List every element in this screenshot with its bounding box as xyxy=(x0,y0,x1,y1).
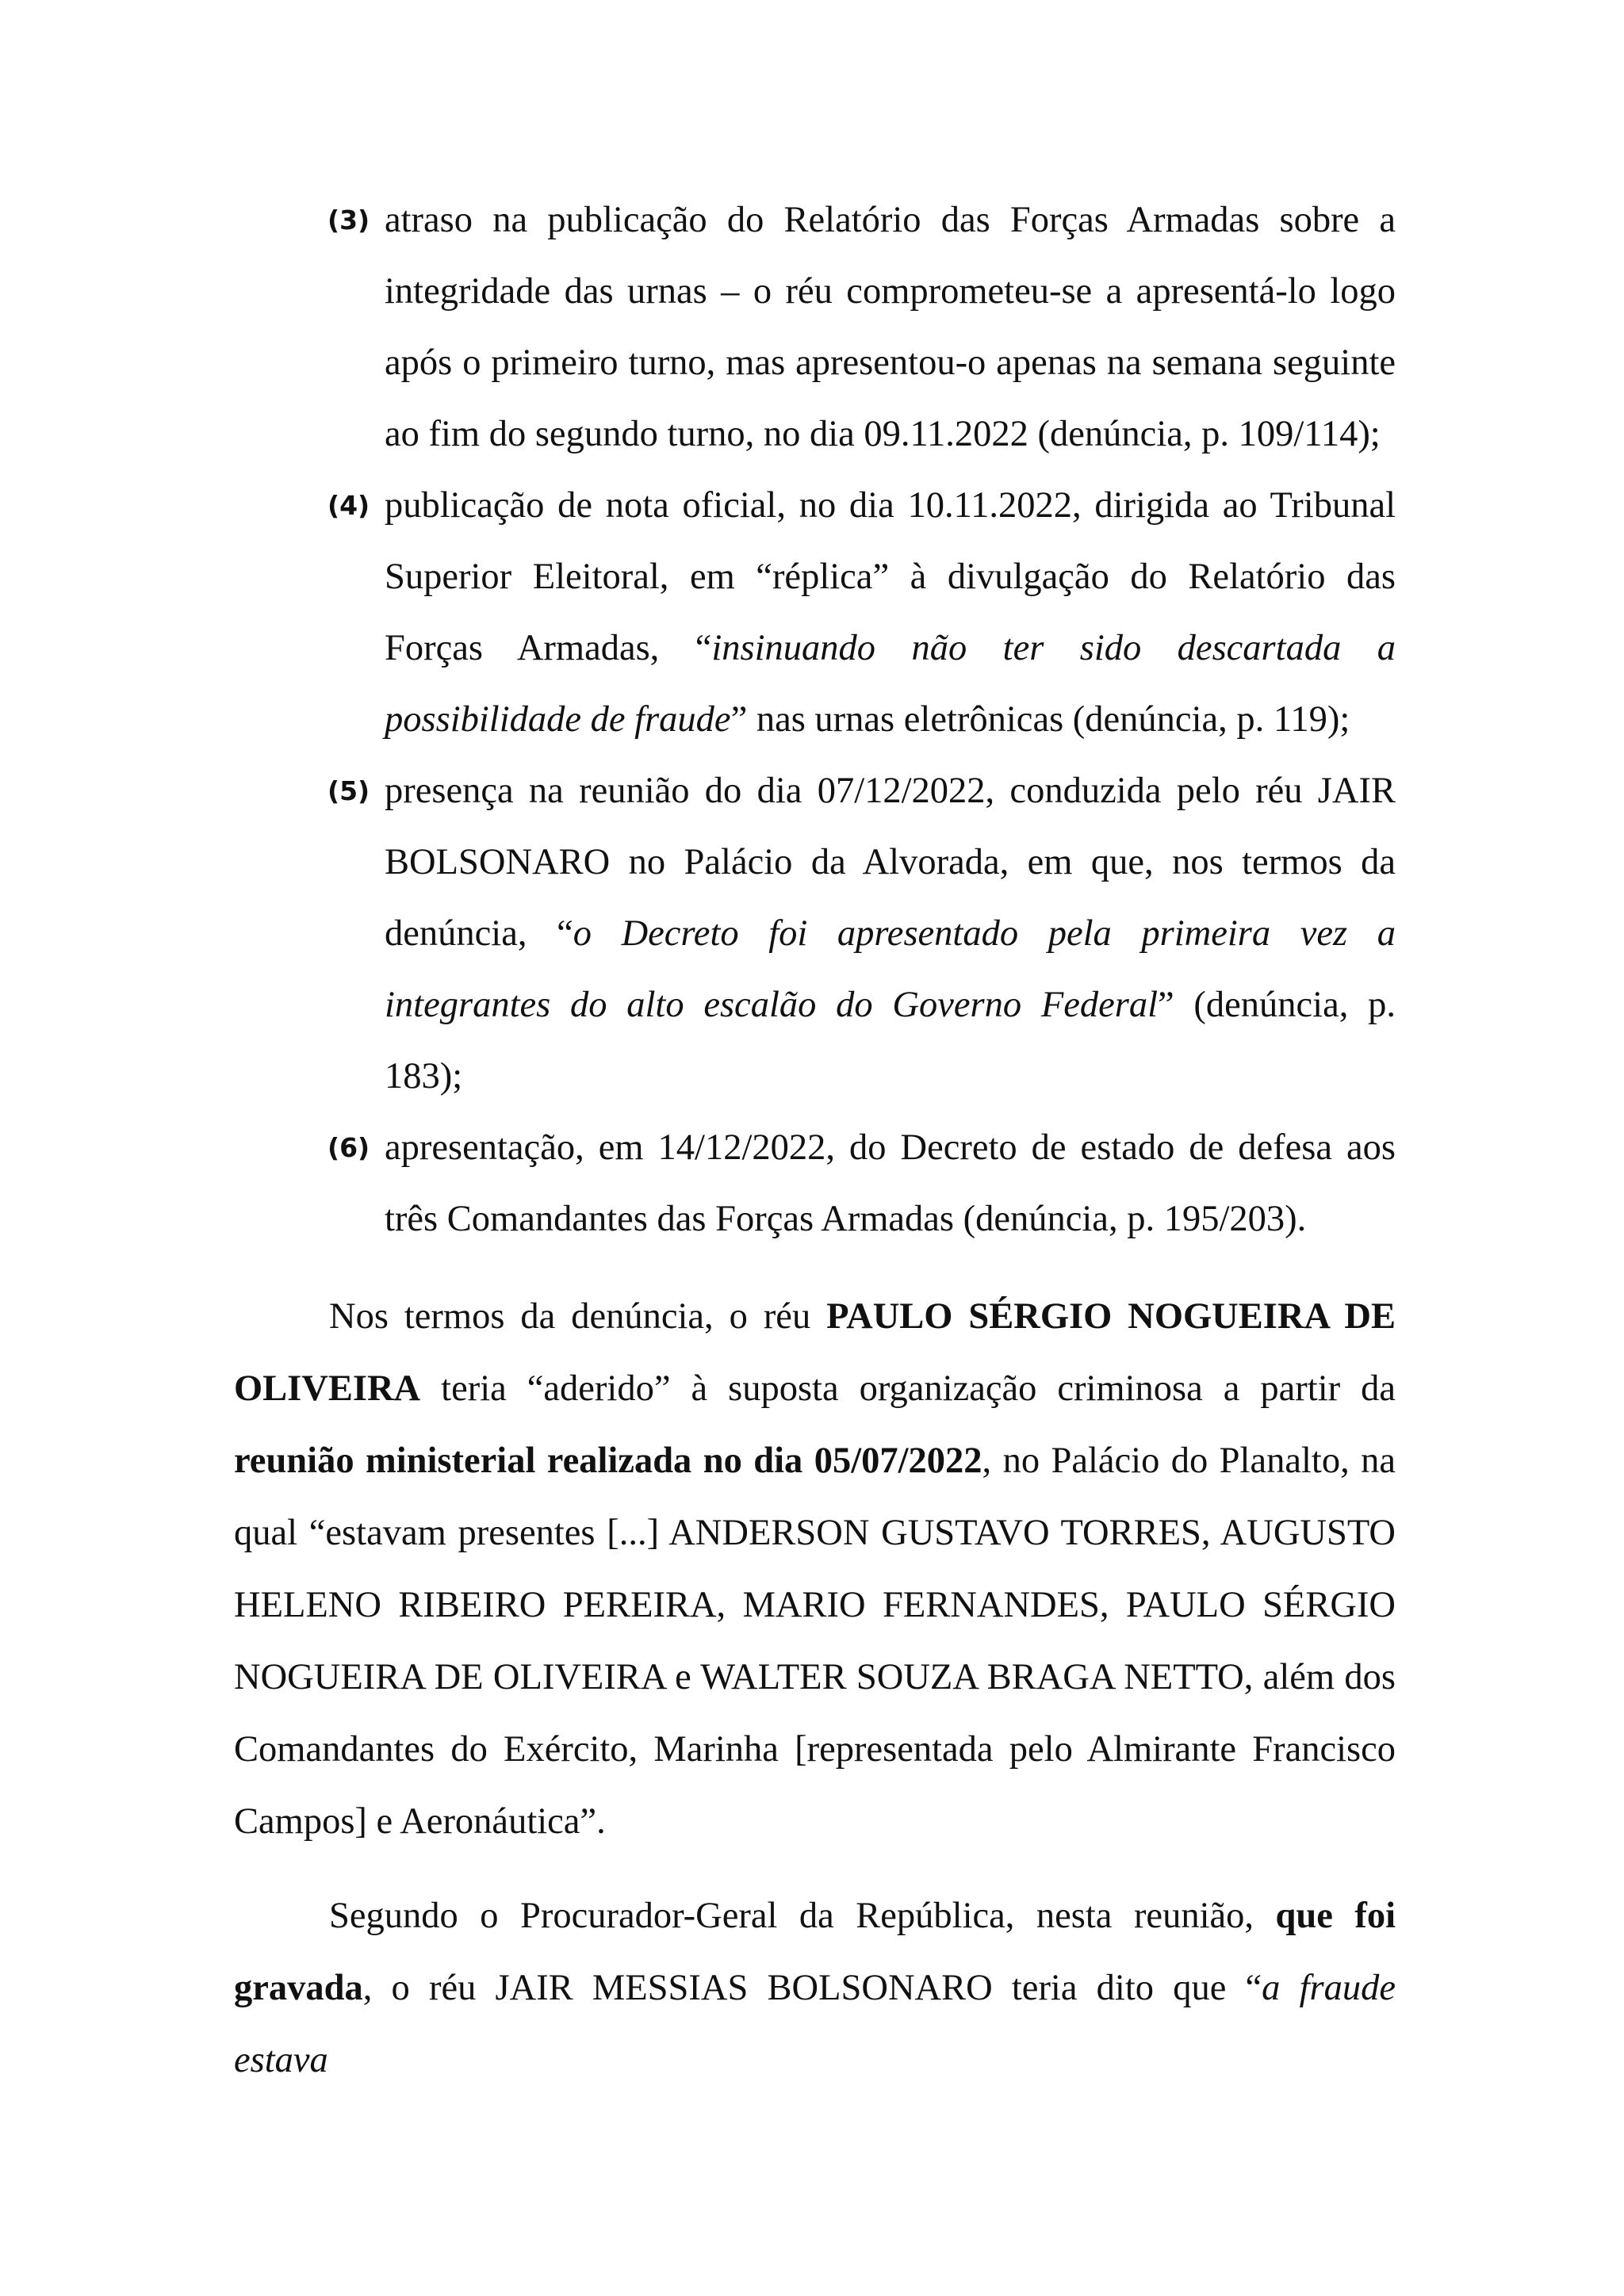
list-item-number: (5) xyxy=(327,775,370,806)
meeting-reference: reunião ministerial realizada no dia 05/07/2022 xyxy=(234,1441,982,1481)
list-item-text: apresentação, em 14/12/2022, do Decreto de estado de defesa aos três Comandantes das Forças Armadas (denúncia, p. 195/203). xyxy=(385,1127,1396,1239)
list-item-number: (3) xyxy=(327,205,370,235)
list-item-text: ” (denúncia, p. 183); xyxy=(385,985,1396,1096)
list-item-text: ” nas urnas eletrônicas (denúncia, p. 119); xyxy=(730,699,1350,740)
list-item-text: publicação de nota oficial, no dia 10.11.2022, dirigida ao Tribunal Superior Eleitoral, em “réplica” à divulgação do Relatório das Forças Armadas, “ xyxy=(385,485,1396,668)
list-item-number: (4) xyxy=(327,490,370,521)
recorded-emphasis: que foi gravada xyxy=(234,1896,1396,2008)
list-item xyxy=(234,756,1396,1112)
defendant-name: PAULO SÉRGIO NOGUEIRA DE OLIVEIRA xyxy=(234,1296,1396,1409)
paragraph-text: Segundo o Procurador-Geral da República, nesta reunião, xyxy=(329,1896,1276,1936)
list-item xyxy=(234,185,1396,470)
quoted-text: o Decreto foi apresentado pela primeira vez a integrantes do alto escalão do Governo Federal xyxy=(385,913,1396,1025)
list-item-text: presença na reunião do dia 07/12/2022, conduzida pelo réu JAIR BOLSONARO no Palácio da Alvorada, em que, nos termos da denúncia, “ xyxy=(385,771,1396,954)
paragraph-text: , o réu JAIR MESSIAS BOLSONARO teria dito que “ xyxy=(362,1968,1262,2008)
numbered-list xyxy=(234,185,1396,1255)
document-page xyxy=(234,185,1396,2096)
paragraph-text: , no Palácio do Planalto, na qual “estavam presentes [...] ANDERSON GUSTAVO TORRES, AUGUSTO HELENO RIBEIRO PEREIRA, MARIO FERNANDES, PAULO SÉRGIO NOGUEIRA DE OLIVEIRA e WALTER SOUZA BRAGA NETTO, além dos Comandantes do Exército, Marinha [representada pelo Almirante Francisco Campos] e Aeronáutica”. xyxy=(234,1441,1396,1842)
body-paragraph xyxy=(234,1880,1396,2096)
list-item-text: atraso na publicação do Relatório das Forças Armadas sobre a integridade das urnas – o réu comprometeu-se a apresentá-lo logo após o primeiro turno, mas apresentou-o apenas na semana seguinte ao fim do segundo turno, no dia 09.11.2022 (denúncia, p. 109/114); xyxy=(385,200,1396,454)
list-item xyxy=(234,1112,1396,1255)
list-item-number: (6) xyxy=(327,1132,370,1163)
quoted-text: insinuando não ter sido descartada a possibilidade de fraude xyxy=(385,628,1396,740)
list-item xyxy=(234,470,1396,756)
paragraph-text: teria “aderido” à suposta organização criminosa a partir da xyxy=(420,1368,1396,1409)
body-paragraph xyxy=(234,1280,1396,1858)
paragraph-text: Nos termos da denúncia, o réu xyxy=(329,1296,827,1337)
quoted-text: a fraude estava xyxy=(234,1968,1396,2080)
